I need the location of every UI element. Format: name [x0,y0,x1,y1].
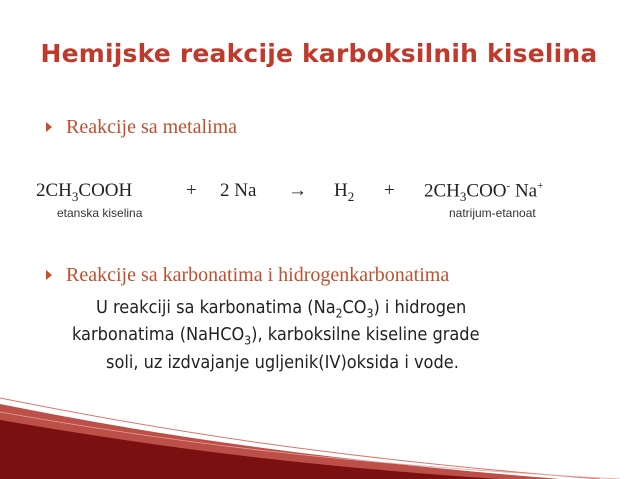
product-sodium-acetate: $2CH_3COO^-$ Na+ [424,180,544,205]
label-ethanoic-acid: etanska kiselina [57,206,143,220]
label-sodium-ethanoate: natrijum-etanoat [449,206,536,220]
slide-title: Hemijske reakcije karboksilnih kiselina [40,39,598,68]
bullet-text: Reakcije sa metalima [66,116,238,138]
bullet-text: Reakcije sa karbonatima i hidrogenkarbonatima [66,264,450,286]
bullet-arrow-icon [46,122,52,132]
reaction-arrow: → [288,180,307,201]
plus-sign: + [384,180,395,201]
product-hydrogen: $H_2$ [334,180,355,204]
reactant-sodium: 2 Na [220,180,257,201]
paragraph-line-3: soli, uz izdvajanje ugljenik(IV)oksida i vode. [106,352,459,373]
paragraph-line-1: U reakciji sa karbonatima $(Na_2CO_3)$ i hidrogen [96,297,467,321]
reactant-acetic-acid: $2CH_3COOH$ [36,180,133,204]
plus-sign: + [186,180,197,201]
bullet-arrow-icon [46,270,52,280]
paragraph-line-2: karbonatima (NaHCO$_3$), karboksilne kiseline grade [72,324,480,348]
